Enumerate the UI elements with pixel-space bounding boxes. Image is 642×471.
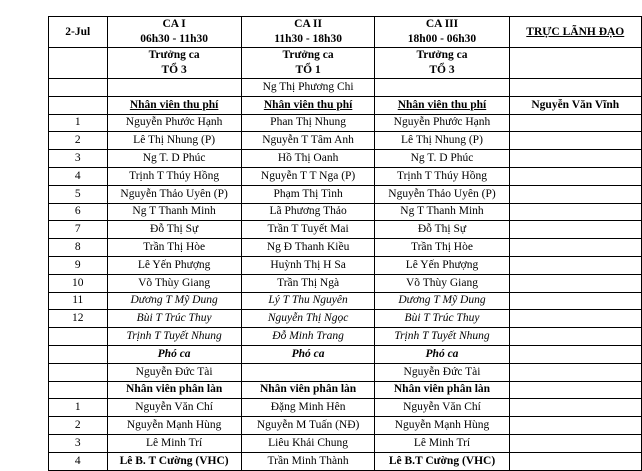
lane-s3: Lê Minh Trí (375, 434, 509, 452)
empty-cell (509, 132, 641, 150)
empty-cell (509, 274, 641, 292)
staff-s2: Trần T Tuyết Mai (241, 221, 375, 239)
staff-s2: Huỳnh Thị H Sa (241, 256, 375, 274)
shift3-lead-title: Trưởng ca (416, 49, 468, 61)
staff-s1: Dương T Mỹ Dung (107, 292, 241, 310)
empty-cell (49, 79, 108, 97)
staff-s1: Nguyễn Phước Hạnh (107, 114, 241, 132)
deputy-s2 (241, 363, 375, 381)
shift3-lead (375, 48, 509, 79)
staff-s3: Bùi T Trúc Thuy (375, 310, 509, 328)
row-number: 3 (49, 434, 108, 452)
empty-cell (509, 417, 641, 435)
empty-cell (49, 48, 108, 79)
row-number: 12 (49, 310, 108, 328)
empty-cell (49, 345, 108, 363)
shift1-lead-title: Trưởng ca (148, 49, 200, 61)
lane-header-row (49, 381, 642, 399)
row-number: 2 (49, 132, 108, 150)
staff-s3: Nguyễn Thảo Uyên (P) (375, 185, 509, 203)
lane-s2: Đặng Minh Hên (241, 399, 375, 417)
lane-header-s1: Nhân viên phân làn (107, 381, 241, 399)
toll-header-row (49, 96, 642, 114)
row-number: 3 (49, 150, 108, 168)
staff-s1: Nguyễn Thảo Uyên (P) (107, 185, 241, 203)
empty-cell (509, 363, 641, 381)
lane-header-s2: Nhân viên phân làn (241, 381, 375, 399)
table-row (49, 203, 642, 221)
staff-s2: Nguyễn T Tâm Anh (241, 132, 375, 150)
deputy-title-s3: Phó ca (375, 345, 509, 363)
staff-s2: Lý T Thu Nguyên (241, 292, 375, 310)
lane-s1: Nguyễn Văn Chí (107, 399, 241, 417)
staff-s1: Ng T. D Phúc (107, 150, 241, 168)
staff-s1: Trần Thị Hòe (107, 239, 241, 257)
shift1-name: CA I (162, 18, 186, 30)
staff-s1: Lê Yến Phượng (107, 256, 241, 274)
staff-s1: Trịnh T Thúy Hồng (107, 167, 241, 185)
empty-cell (375, 79, 509, 97)
row-number: 10 (49, 274, 108, 292)
lane-s1: Lê Minh Trí (107, 434, 241, 452)
empty-cell (509, 167, 641, 185)
lane-s2: Nguyễn M Tuấn (NĐ) (241, 417, 375, 435)
row-number: 1 (49, 399, 108, 417)
empty-cell (509, 256, 641, 274)
staff-s2: Hồ Thị Oanh (241, 150, 375, 168)
empty-cell (49, 96, 108, 114)
empty-cell (49, 381, 108, 399)
shift2-time: 11h30 - 18h30 (274, 33, 342, 45)
row-number: 11 (49, 292, 108, 310)
empty-cell (509, 452, 641, 470)
table-row (49, 185, 642, 203)
staff-s2: Ng Đ Thanh Kiều (241, 239, 375, 257)
shift-schedule-table (48, 16, 642, 471)
row-number: 5 (49, 185, 108, 203)
shift1-lead (107, 48, 241, 79)
row-number (49, 328, 108, 346)
table-row (49, 256, 642, 274)
row-number: 6 (49, 203, 108, 221)
staff-s3: Trịnh T Thúy Hồng (375, 167, 509, 185)
empty-cell (509, 239, 641, 257)
shift2-lead (241, 48, 375, 79)
table-row (49, 399, 642, 417)
staff-s3: Trịnh T Tuyết Nhung (375, 328, 509, 346)
staff-s2: Nguyễn Thị Ngọc (241, 310, 375, 328)
toll-header-s1: Nhân viên thu phí (107, 96, 241, 114)
shift1-team: TỔ 3 (161, 64, 187, 76)
empty-cell (509, 185, 641, 203)
row-number: 2 (49, 417, 108, 435)
lane-s1: Lê B. T Cường (VHC) (107, 452, 241, 470)
empty-cell (509, 328, 641, 346)
lane-s3: Nguyễn Mạnh Hùng (375, 417, 509, 435)
table-row (49, 274, 642, 292)
staff-s1: Lê Thị Nhung (P) (107, 132, 241, 150)
deputy-title-row (49, 345, 642, 363)
table-row (49, 328, 642, 346)
lane-s3: Lê B.T Cường (VHC) (375, 452, 509, 470)
staff-s3: Nguyễn Phước Hạnh (375, 114, 509, 132)
staff-s1: Trịnh T Tuyết Nhung (107, 328, 241, 346)
empty-cell (107, 79, 241, 97)
staff-s3: Lê Thị Nhung (P) (375, 132, 509, 150)
deputy-title-s1: Phó ca (107, 345, 241, 363)
empty-cell (49, 363, 108, 381)
table-row (49, 150, 642, 168)
toll-header-s3: Nhân viên thu phí (375, 96, 509, 114)
empty-cell (509, 48, 641, 79)
shift1-header (107, 17, 241, 48)
lane-s2: Trần Minh Thành (241, 452, 375, 470)
shift3-team: TỔ 3 (429, 64, 455, 76)
staff-s1: Võ Thùy Giang (107, 274, 241, 292)
deputy-title-s2: Phó ca (241, 345, 375, 363)
row-number: 4 (49, 452, 108, 470)
staff-s2: Nguyễn T T Nga (P) (241, 167, 375, 185)
staff-s3: Đỗ Thị Sự (375, 221, 509, 239)
table-row (49, 292, 642, 310)
staff-s3: Ng T. D Phúc (375, 150, 509, 168)
staff-s2: Lã Phương Thảo (241, 203, 375, 221)
staff-s3: Dương T Mỹ Dung (375, 292, 509, 310)
empty-cell (509, 434, 641, 452)
staff-s2: Trần Thị Ngà (241, 274, 375, 292)
staff-s3: Trần Thị Hòe (375, 239, 509, 257)
row-number: 7 (49, 221, 108, 239)
lane-s2: Liêu Khải Chung (241, 434, 375, 452)
shift3-header (375, 17, 509, 48)
empty-cell (509, 292, 641, 310)
staff-s3: Ng T Thanh Minh (375, 203, 509, 221)
row-number: 4 (49, 167, 108, 185)
shift2-team: TỔ 1 (295, 64, 321, 76)
lane-s3: Nguyễn Văn Chí (375, 399, 509, 417)
staff-s3: Võ Thùy Giang (375, 274, 509, 292)
shift2-lead-title: Trưởng ca (282, 49, 334, 61)
table-row (49, 452, 642, 470)
empty-cell (509, 150, 641, 168)
deputy-s3: Nguyễn Đức Tài (375, 363, 509, 381)
table-row (49, 167, 642, 185)
deputy-row (49, 363, 642, 381)
row-number: 9 (49, 256, 108, 274)
leader-header: TRỰC LÃNH ĐẠO (509, 17, 641, 48)
empty-cell (509, 221, 641, 239)
empty-cell (509, 79, 641, 97)
empty-cell (509, 203, 641, 221)
staff-s1: Ng T Thanh Minh (107, 203, 241, 221)
empty-cell (509, 310, 641, 328)
empty-cell (509, 114, 641, 132)
staff-s1: Đỗ Thị Sự (107, 221, 241, 239)
table-row (49, 417, 642, 435)
table-row (49, 434, 642, 452)
table-row (49, 310, 642, 328)
shift3-time: 18h00 - 06h30 (407, 33, 477, 45)
table-row (49, 221, 642, 239)
shift-lead-row (49, 48, 642, 79)
shift2-extra-lead: Ng Thị Phương Chi (241, 79, 375, 97)
leader-name: Nguyễn Văn Vĩnh (509, 96, 641, 114)
staff-s1: Bùi T Trúc Thuy (107, 310, 241, 328)
shift2-name: CA II (294, 18, 322, 30)
shift2-header (241, 17, 375, 48)
table-row (49, 114, 642, 132)
shift3-name: CA III (425, 18, 459, 30)
toll-header-s2: Nhân viên thu phí (241, 96, 375, 114)
table-row (49, 239, 642, 257)
staff-s2: Phạm Thị Tình (241, 185, 375, 203)
staff-s2: Đỗ Minh Trang (241, 328, 375, 346)
empty-cell (509, 399, 641, 417)
deputy-s1: Nguyễn Đức Tài (107, 363, 241, 381)
header-row (49, 17, 642, 48)
staff-s3: Lê Yến Phượng (375, 256, 509, 274)
lane-s1: Nguyễn Mạnh Hùng (107, 417, 241, 435)
shift1-time: 06h30 - 11h30 (140, 33, 208, 45)
empty-cell (509, 381, 641, 399)
staff-s2: Phan Thị Nhung (241, 114, 375, 132)
extra-lead-row (49, 79, 642, 97)
table-row (49, 132, 642, 150)
date-cell: 2-Jul (49, 17, 108, 48)
empty-cell (509, 345, 641, 363)
lane-header-s3: Nhân viên phân làn (375, 381, 509, 399)
row-number: 1 (49, 114, 108, 132)
row-number: 8 (49, 239, 108, 257)
